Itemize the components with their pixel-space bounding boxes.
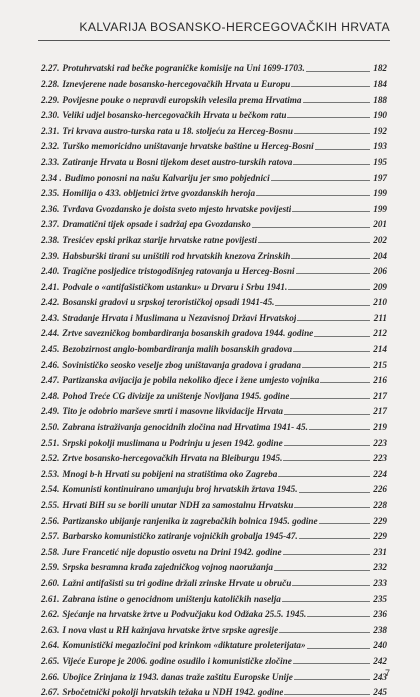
toc-entry-number: 2.48. bbox=[41, 390, 60, 401]
toc-entry-title: Barbarsko komunističko zatiranje vojničkih grobalja 1945-47. bbox=[62, 532, 298, 542]
toc-entry-title: Žrtve savezničkog bombardiranja bosanskih gradova 1944. godine bbox=[62, 329, 314, 339]
toc-entry-title: Bosanski gradovi u srpskoj terorističkoj opsadi 1941-45. bbox=[62, 298, 275, 308]
toc-entry-number: 2.38. bbox=[41, 234, 60, 245]
toc-entry-page: 223 bbox=[373, 453, 387, 464]
toc-entry-number: 2.28. bbox=[41, 78, 60, 89]
toc-entry-page: 224 bbox=[373, 468, 387, 479]
toc-entry-page: 188 bbox=[373, 94, 387, 105]
toc-entry-title: Sjećanje na hrvatske žrtve u Podvučjaku kod Odžaka 25.5. 1945. bbox=[62, 610, 307, 620]
toc-entry-number: 2.63. bbox=[41, 624, 60, 635]
toc-entry-title: Hrvati BiH su se borili unutar NDH za samostalnu Hrvatsku bbox=[62, 501, 294, 511]
toc-entry-number: 2.44. bbox=[41, 328, 60, 339]
toc-entry-number: 2.67. bbox=[41, 687, 60, 697]
toc-dot-leader bbox=[307, 616, 370, 617]
toc-entry bbox=[41, 245, 387, 261]
toc-entry-number: 2.53. bbox=[41, 468, 60, 479]
toc-entry-title: Habsburški tirani su uništili rod hrvatskih knezova Zrinskih bbox=[62, 251, 291, 261]
toc-entry-number: 2.58. bbox=[41, 546, 60, 557]
toc-entry bbox=[41, 573, 387, 589]
toc-entry-page: 195 bbox=[373, 156, 387, 167]
toc-entry-page: 233 bbox=[373, 577, 387, 588]
toc-dot-leader bbox=[294, 507, 370, 508]
toc-entry-number: 2.32. bbox=[41, 141, 60, 152]
toc-entry-page: 245 bbox=[373, 687, 387, 697]
toc-entry-title: Srpska besramna krađa zajedničkog vojnog naoružanja bbox=[62, 563, 273, 573]
toc-dot-leader bbox=[299, 492, 370, 493]
toc-dot-leader bbox=[303, 102, 371, 103]
toc-entry-title: Srbočetnički pokolji hrvatskih težaka u NDH 1942. godine bbox=[62, 688, 284, 697]
toc-dot-leader bbox=[278, 476, 370, 477]
toc-dot-leader bbox=[282, 601, 370, 602]
toc-dot-leader bbox=[319, 523, 370, 524]
toc-entry bbox=[41, 479, 387, 495]
toc-entry-number: 2.27. bbox=[41, 63, 60, 74]
toc-entry-page: 228 bbox=[373, 500, 387, 511]
toc-entry bbox=[41, 370, 387, 386]
toc-entry-title: Komunistički megazločini pod krinkom «diktature proleterijata» bbox=[62, 641, 306, 651]
toc-entry-number: 2.52. bbox=[41, 453, 60, 464]
toc-entry-page: 217 bbox=[373, 406, 387, 417]
toc-dot-leader bbox=[291, 258, 370, 259]
toc-entry-page: 240 bbox=[373, 640, 387, 651]
toc-entry-page: 235 bbox=[373, 593, 387, 604]
toc-entry-page: 216 bbox=[373, 375, 387, 386]
toc-entry-page: 202 bbox=[373, 234, 387, 245]
toc-entry-number: 2.36. bbox=[41, 203, 60, 214]
toc-entry bbox=[41, 666, 387, 682]
toc-dot-leader bbox=[315, 149, 370, 150]
toc-dot-leader bbox=[284, 445, 370, 446]
toc-entry bbox=[41, 432, 387, 448]
toc-entry-title: Podvale o «antifašističkom ustanku» u Drvaru i Srbu 1941. bbox=[62, 282, 288, 292]
toc-dot-leader bbox=[293, 663, 370, 664]
toc-entry bbox=[41, 541, 387, 557]
toc-entry-page: 223 bbox=[373, 437, 387, 448]
toc-entry-title: Lažni antifašisti su tri godine držali zrinske Hrvate u obruču bbox=[62, 578, 292, 588]
toc-entry-title: Zabrana istraživanja genocidnih zločina nad Hrvatima 1941- 45. bbox=[62, 423, 308, 433]
toc-entry-number: 2.31. bbox=[41, 125, 60, 136]
toc-dot-leader bbox=[302, 367, 370, 368]
toc-dot-leader bbox=[299, 538, 370, 539]
toc-entry-page: 201 bbox=[373, 219, 387, 230]
toc-entry bbox=[41, 261, 387, 277]
toc-entry-number: 2.50. bbox=[41, 422, 60, 433]
toc-entry-page: 211 bbox=[373, 312, 387, 323]
toc-entry-number: 2.45. bbox=[41, 344, 60, 355]
toc-dot-leader bbox=[294, 679, 370, 680]
toc-dot-leader bbox=[283, 554, 370, 555]
toc-entry bbox=[41, 354, 387, 370]
toc-entry bbox=[41, 89, 387, 105]
toc-entry-title: Homilija o 433. obljetnici žrtve gvozdanskih heroja bbox=[62, 189, 256, 199]
toc-entry bbox=[41, 557, 387, 573]
toc-entry-number: 2.54. bbox=[41, 484, 60, 495]
toc-entry-number: 2.55. bbox=[41, 500, 60, 511]
toc-entry-title: Ubojice Zrinjana iz 1943. danas traže zaštitu Europske Unije bbox=[62, 672, 293, 682]
toc-entry bbox=[41, 604, 387, 620]
running-header bbox=[0, 0, 420, 44]
toc-entry-page: 182 bbox=[373, 63, 387, 74]
toc-dot-leader bbox=[291, 86, 370, 87]
toc-entry-number: 2.59. bbox=[41, 562, 60, 573]
toc-entry-number: 2.40. bbox=[41, 266, 60, 277]
toc-entry-page: 193 bbox=[373, 141, 387, 152]
toc-entry-title: Iznevjerene nade bosansko-hercegovačkih Hrvata u Europu bbox=[62, 79, 291, 89]
toc-entry-page: 229 bbox=[373, 531, 387, 542]
toc-entry-number: 2.47. bbox=[41, 375, 60, 386]
toc-entry-title: Bezobzirnost anglo-bombardiranja malih bosanskih gradova bbox=[62, 345, 293, 355]
toc-dot-leader bbox=[297, 320, 370, 321]
toc-entry bbox=[41, 105, 387, 121]
toc-dot-leader bbox=[275, 305, 370, 306]
toc-dot-leader bbox=[293, 164, 370, 165]
toc-entry bbox=[41, 120, 387, 136]
toc-entry-number: 2.46. bbox=[41, 359, 60, 370]
toc-dot-leader bbox=[296, 273, 370, 274]
toc-entry bbox=[41, 588, 387, 604]
toc-entry-title: Stradanje Hrvata i Muslimana u Nezavisnoj Državi Hrvatskoj bbox=[62, 313, 297, 323]
toc-dot-leader bbox=[290, 398, 370, 399]
toc-entry-number: 2.30. bbox=[41, 110, 60, 121]
toc-entry-page: 243 bbox=[373, 671, 387, 682]
toc-entry-page: 210 bbox=[373, 297, 387, 308]
toc-entry bbox=[41, 152, 387, 168]
toc-dot-leader bbox=[320, 382, 370, 383]
toc-entry-title: Tito je odobrio marševe smrti i masovne likvidacije Hrvata bbox=[62, 407, 284, 417]
toc-dot-leader bbox=[314, 336, 370, 337]
toc-entry-page: 232 bbox=[373, 562, 387, 573]
table-of-contents bbox=[41, 58, 387, 697]
toc-entry-page: 229 bbox=[373, 515, 387, 526]
toc-dot-leader bbox=[307, 648, 370, 649]
toc-entry-title: Vijeće Europe je 2006. godine osudilo i komunističke zločine bbox=[62, 656, 292, 666]
toc-entry bbox=[41, 167, 387, 183]
toc-entry-title: Šovinističko seosko veselje zbog uništavanja gradova i gradana bbox=[62, 360, 302, 370]
toc-entry-page: 219 bbox=[373, 422, 387, 433]
toc-entry-title: Tragične posljedice tristogodišnjeg ratovanja u Herceg-Bosni bbox=[62, 267, 295, 277]
toc-entry-number: 2.66. bbox=[41, 671, 60, 682]
toc-entry bbox=[41, 136, 387, 152]
toc-entry bbox=[41, 526, 387, 542]
toc-entry-page: 184 bbox=[373, 78, 387, 89]
toc-entry-title: I nova vlast u RH kažnjava hrvatske žrtve srpske agresije bbox=[62, 625, 279, 635]
toc-dot-leader bbox=[279, 632, 370, 633]
toc-entry-page: 217 bbox=[373, 390, 387, 401]
toc-entry-page: 212 bbox=[373, 328, 387, 339]
toc-entry bbox=[41, 323, 387, 339]
toc-entry-page: 199 bbox=[373, 188, 387, 199]
toc-dot-leader bbox=[271, 180, 370, 181]
toc-entry bbox=[41, 214, 387, 230]
toc-entry bbox=[41, 495, 387, 511]
toc-entry-title: Mnogi b-h Hrvati su pobijeni na stratištima oko Zagreba bbox=[62, 469, 278, 479]
toc-entry bbox=[41, 230, 387, 246]
toc-entry-title: Veliki udjel bosansko-hercegovačkih Hrvata u bečkom ratu bbox=[62, 111, 287, 121]
toc-dot-leader bbox=[287, 117, 370, 118]
toc-entry-page: 226 bbox=[373, 484, 387, 495]
toc-entry-number: 2.62. bbox=[41, 609, 60, 620]
toc-entry-page: 215 bbox=[373, 359, 387, 370]
toc-entry-page: 214 bbox=[373, 344, 387, 355]
toc-entry-number: 2.33. bbox=[41, 156, 60, 167]
toc-entry bbox=[41, 385, 387, 401]
toc-dot-leader bbox=[283, 460, 370, 461]
toc-entry-title: Protuhrvatski rad bečke pograničke komisije na Uni 1699-1703. bbox=[62, 64, 305, 74]
toc-dot-leader bbox=[274, 570, 370, 571]
toc-entry-title: Tvrđava Gvozdansko je doista sveto mjesto hrvatske povijesti bbox=[62, 204, 292, 214]
toc-dot-leader bbox=[292, 211, 370, 212]
toc-entry-title: Žrtve bosansko-hercegovačkih Hrvata na Bleiburgu 1945. bbox=[62, 454, 283, 464]
toc-entry bbox=[41, 510, 387, 526]
toc-entry-number: 2.29. bbox=[41, 94, 60, 105]
toc-entry bbox=[41, 651, 387, 667]
toc-entry-page: 190 bbox=[373, 110, 387, 121]
toc-dot-leader bbox=[252, 227, 370, 228]
toc-entry-title: Srpski pokolji muslimana u Podrinju u jesen 1942. godine bbox=[62, 438, 283, 448]
toc-entry bbox=[41, 58, 387, 74]
header-title: KALVARIJA BOSANSKO-HERCEGOVAČKIH HRVATA bbox=[79, 20, 390, 34]
toc-entry bbox=[41, 463, 387, 479]
toc-entry-title: Partizansko ubijanje ranjenika iz zagrebačkih bolnica 1945. godine bbox=[62, 516, 318, 526]
toc-entry-number: 2.57. bbox=[41, 531, 60, 542]
toc-entry-number: 2.39. bbox=[41, 250, 60, 261]
toc-entry-title: Budimo ponosni na našu Kalvariju jer smo pobjednici bbox=[64, 173, 270, 183]
toc-entry-number: 2.35. bbox=[41, 188, 60, 199]
toc-entry bbox=[41, 682, 387, 697]
toc-dot-leader bbox=[284, 414, 370, 415]
toc-entry-page: 236 bbox=[373, 609, 387, 620]
toc-entry-title: Partizanska avijacija je pobila nekoliko djece i žene umjesto vojnika bbox=[62, 376, 320, 386]
toc-entry-number: 2.41. bbox=[41, 281, 60, 292]
toc-entry-page: 209 bbox=[373, 281, 387, 292]
toc-dot-leader bbox=[258, 242, 370, 243]
toc-dot-leader bbox=[256, 195, 370, 196]
toc-entry-title: Zatiranje Hrvata u Bosni tijekom deset austro-turskih ratova bbox=[62, 157, 293, 167]
toc-entry-page: 199 bbox=[373, 203, 387, 214]
toc-dot-leader bbox=[306, 71, 370, 72]
toc-entry-title: Povijesne pouke o nepravdi europskih velesila prema Hrvatima bbox=[62, 95, 302, 105]
toc-dot-leader bbox=[294, 133, 370, 134]
toc-entry bbox=[41, 183, 387, 199]
toc-entry-number: 2.60. bbox=[41, 577, 60, 588]
toc-entry bbox=[41, 198, 387, 214]
toc-dot-leader bbox=[309, 429, 370, 430]
toc-entry-title: Jure Francetić nije dopustio osvetu na Drini 1942. godine bbox=[62, 547, 282, 557]
toc-entry-page: 231 bbox=[373, 546, 387, 557]
toc-entry bbox=[41, 292, 387, 308]
toc-entry-title: Turško memoricidno uništavanje hrvatske baštine u Herceg-Bosni bbox=[62, 142, 314, 152]
toc-dot-leader bbox=[293, 351, 370, 352]
toc-entry bbox=[41, 401, 387, 417]
toc-entry bbox=[41, 308, 387, 324]
toc-entry-number: 2.61. bbox=[41, 593, 60, 604]
toc-entry-page: 242 bbox=[373, 655, 387, 666]
toc-entry-number: 2.51. bbox=[41, 437, 60, 448]
toc-entry-number: 2.42. bbox=[41, 297, 60, 308]
toc-entry-number: 2.65. bbox=[41, 655, 60, 666]
toc-entry bbox=[41, 448, 387, 464]
page-number: 7 bbox=[384, 668, 390, 678]
toc-entry bbox=[41, 619, 387, 635]
toc-entry bbox=[41, 417, 387, 433]
toc-entry-page: 192 bbox=[373, 125, 387, 136]
toc-dot-leader bbox=[288, 289, 370, 290]
toc-entry-title: Pohod Treće CG divizije za uništenje Novljana 1945. godine bbox=[62, 391, 290, 401]
toc-entry-number: 2.49. bbox=[41, 406, 60, 417]
toc-entry-number: 2.37. bbox=[41, 219, 60, 230]
toc-entry-title: Tresićev epski prikaz starije hrvatske ratne povijesti bbox=[62, 235, 257, 245]
toc-entry-title: Tri krvava austro-turska rata u 18. stoljeću za Herceg-Bosnu bbox=[62, 126, 294, 136]
toc-entry-page: 238 bbox=[373, 624, 387, 635]
toc-entry-number: 2.64. bbox=[41, 640, 60, 651]
toc-entry bbox=[41, 635, 387, 651]
toc-entry-number: 2.43. bbox=[41, 312, 60, 323]
toc-entry bbox=[41, 339, 387, 355]
header-divider bbox=[38, 40, 390, 41]
toc-entry-title: Zabrana istine o genocidnom uništenju katoličkih naselja bbox=[62, 594, 281, 604]
toc-entry bbox=[41, 276, 387, 292]
toc-dot-leader bbox=[292, 585, 370, 586]
toc-entry-title: Dramatični tijek opsade i sadržaj epa Gvozdansko bbox=[62, 220, 251, 230]
toc-dot-leader bbox=[284, 694, 370, 695]
toc-entry bbox=[41, 74, 387, 90]
toc-entry-page: 197 bbox=[373, 172, 387, 183]
toc-entry-title: Komunisti kontinuirano umanjuju broj hrvatskih žrtava 1945. bbox=[62, 485, 298, 495]
toc-entry-number: 2.34 . bbox=[41, 172, 62, 183]
toc-entry-page: 204 bbox=[373, 250, 387, 261]
toc-entry-number: 2.56. bbox=[41, 515, 60, 526]
toc-entry-page: 206 bbox=[373, 266, 387, 277]
